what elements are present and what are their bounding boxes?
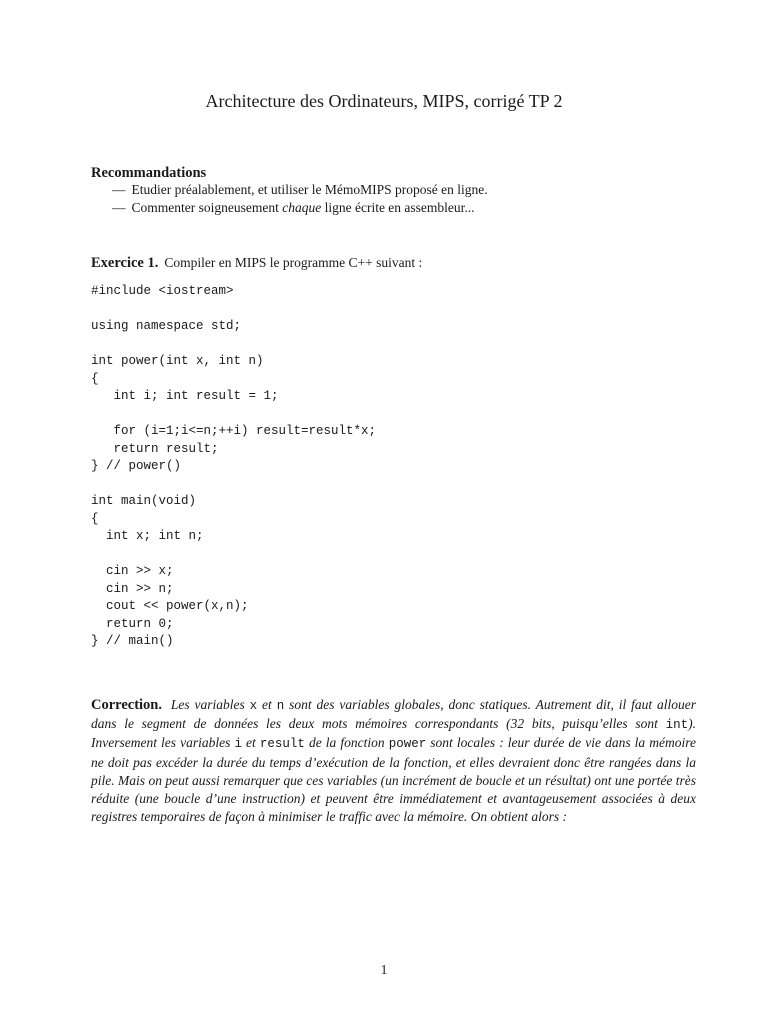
recommendation-text-end: ligne écrite en assembleur... [321, 200, 475, 215]
code-line [91, 476, 376, 494]
code-listing [91, 283, 376, 651]
code-line: #include <iostream> [91, 284, 234, 298]
code-line: cin >> x; [91, 564, 174, 578]
exercise-text: Compiler en MIPS le programme C++ suivant : [164, 255, 423, 270]
correction-segment: Les variables [170, 697, 250, 712]
correction-paragraph [91, 696, 696, 826]
correction-text [91, 697, 696, 824]
code-line: for (i=1;i<=n;++i) result=result*x; [91, 424, 377, 438]
code-line: } // power() [91, 459, 182, 473]
code-term: x [249, 699, 258, 713]
correction-segment: ). Inversement les variables [91, 716, 696, 751]
code-line: return result; [91, 441, 219, 456]
exercise-label: Exercice 1. [91, 255, 159, 271]
code-line: } // main() [91, 634, 174, 648]
code-line: { [91, 371, 99, 386]
code-line: int main(void) [91, 494, 197, 508]
correction-segment: sont des variables globales, donc statiques. Autrement dit, il faut allouer dans le segment de données les deux mots mémoires correspondants (32 bits, puisqu’elles sont [91, 697, 697, 732]
code-line: cout << power(x,n); [91, 599, 249, 613]
code-line: { [91, 511, 99, 526]
exercise-statement [91, 254, 422, 272]
correction-segment: sont locales : leur durée de vie dans la mémoire ne doit pas excéder la durée du temps d’exécution de la fonction, et elles devraient donc être rangées dans la pile. Mais on peut aussi remarquer que ces variables (un incrément de boucle et un résultat) ont une portée très réduite (une boucle d’une instruction) et peuvent être immédiatement et avantageusement associées à deux registres temporaires de façon à minimiser le traffic avec la mémoire. On obtient alors : [91, 735, 696, 825]
code-term: i [234, 737, 242, 752]
code-line [91, 406, 376, 424]
correction-segment: de la fonction [304, 735, 389, 751]
code-line: int x; int n; [91, 529, 204, 543]
code-term: power [388, 737, 427, 752]
code-line: int i; int result = 1; [91, 389, 279, 403]
recommendations-heading: Recommandations [91, 165, 207, 181]
code-term: int [665, 718, 689, 733]
code-line [91, 546, 376, 564]
code-line [91, 301, 376, 319]
recommendation-text: Etudier préalablement, et utiliser le MémoMIPS proposé en ligne. [131, 182, 488, 197]
code-term: n [276, 699, 285, 713]
recommendation-item [112, 181, 488, 199]
recommendation-item [112, 199, 488, 217]
code-line: return 0; [91, 616, 174, 631]
recommendation-emphasis: chaque [282, 200, 322, 215]
code-line: int power(int x, int n) [91, 354, 264, 368]
correction-segment: et [241, 735, 260, 751]
code-term: result [259, 737, 305, 752]
page-number: 1 [380, 962, 388, 977]
list-dash: — [112, 200, 126, 215]
recommendations-list [112, 181, 488, 217]
document-title: Architecture des Ordinateurs, MIPS, corrigé TP 2 [205, 91, 563, 111]
correction-segment: et [257, 697, 277, 712]
recommendation-text-start: Commenter soigneusement [131, 200, 283, 215]
correction-label: Correction. [91, 697, 162, 713]
code-line [91, 336, 376, 354]
code-line: cin >> n; [91, 581, 174, 596]
list-dash: — [112, 182, 126, 197]
code-line: using namespace std; [91, 319, 242, 333]
